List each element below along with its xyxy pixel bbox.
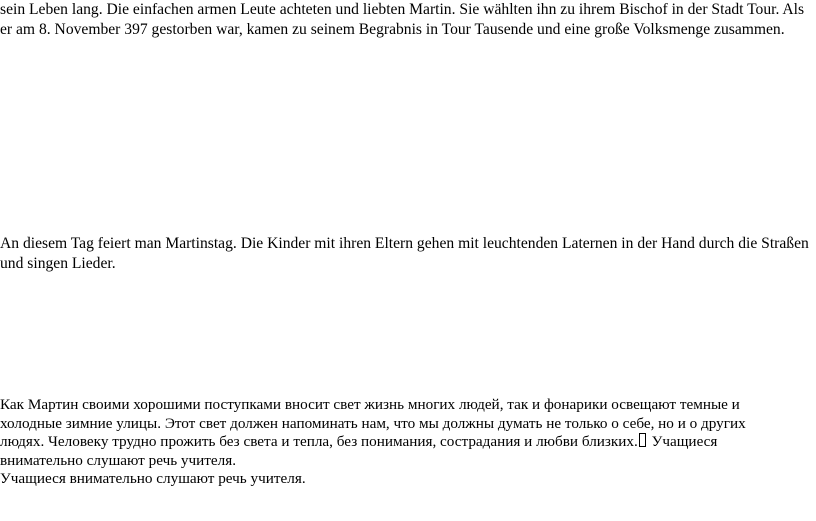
text-segment: людях. Человеку трудно прожить без света и тепла, без понимания, сострадания и любви близких. [0, 433, 638, 450]
paragraph-russian-translation [0, 396, 746, 489]
text-segment: Учащиеся [651, 433, 718, 450]
text-line: sein Leben lang. Die einfachen armen Leute achteten und liebten Martin. Sie wählten ihn zu ihrem Bischof in der Stadt Tour. Als [0, 1, 805, 18]
text-line: An diesem Tag feiert man Martinstag. Die Kinder mit ihren Eltern gehen mit leuchtenden Laternen in der Hand durch die Straßen [0, 235, 809, 252]
paragraph-german-martinstag [0, 234, 809, 274]
text-line: холодные зимние улицы. Этот свет должен напоминать нам, что мы должны думать не только о себе, но и о других [0, 414, 746, 432]
text-line: внимательно слушают речь учителя. [0, 451, 237, 469]
text-line: er am 8. November 397 gestorben war, kamen zu seinem Begrabnis in Tour Tausende und eine große Volksmenge zusammen. [0, 21, 785, 38]
text-line: Как Мартин своими хорошими поступками вносит свет жизнь многих людей, так и фонарики освещают темные и [0, 396, 740, 413]
text-line-with-glyph [0, 433, 746, 452]
paragraph-german-martin-bishop [0, 0, 804, 40]
text-line: und singen Lieder. [0, 255, 116, 272]
missing-glyph-icon [639, 433, 646, 447]
text-line: Учащиеся внимательно слушают речь учителя. [0, 470, 306, 487]
